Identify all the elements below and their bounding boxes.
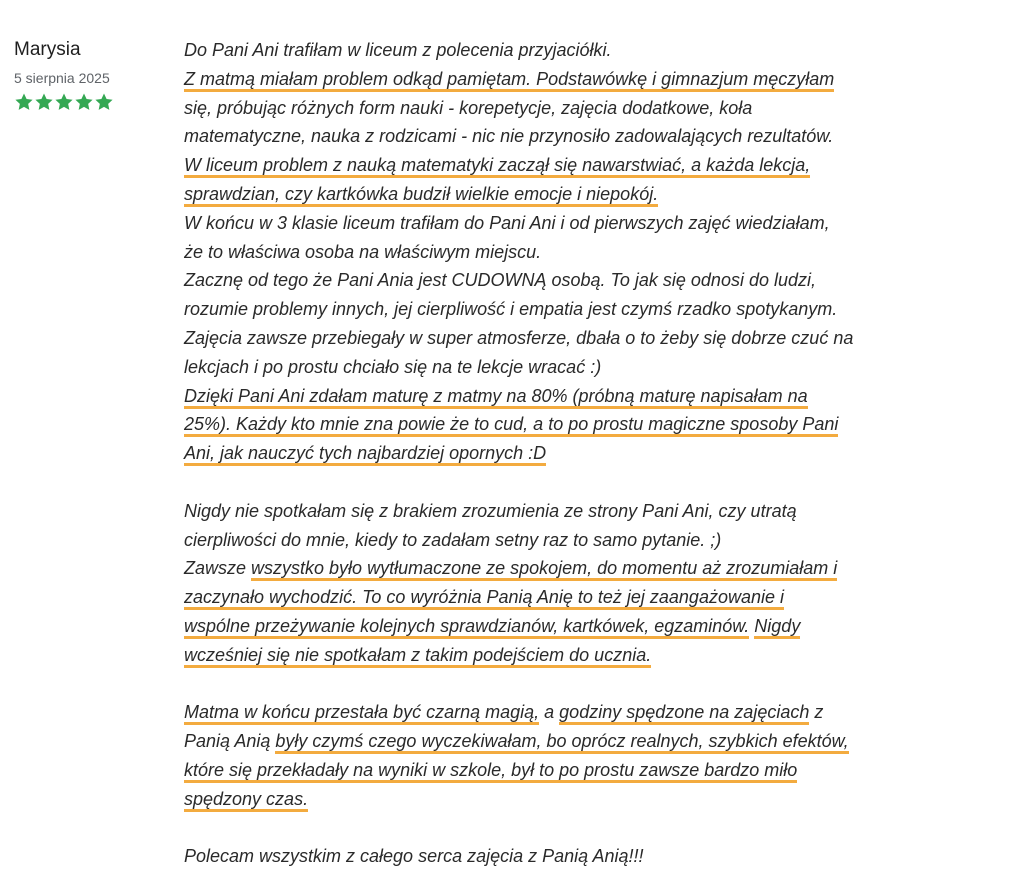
review-line <box>184 641 924 670</box>
text-segment: W końcu w 3 klasie liceum trafiłam do Pani Ani i od pierwszych zajęć wiedziałam, <box>184 212 830 233</box>
text-segment: cierpliwości do mnie, kiedy to zadałam setny raz to samo pytanie. ;) <box>184 529 722 550</box>
star-icon <box>54 92 74 112</box>
text-segment: się, próbując różnych form nauki - korepetycje, zajęcia dodatkowe, koła <box>184 97 753 118</box>
review-line <box>184 151 924 180</box>
paragraph-gap <box>184 814 924 843</box>
review-line <box>184 698 924 727</box>
review-line <box>184 65 924 94</box>
review-line <box>184 785 924 814</box>
underlined-segment: wcześniej się nie spotkałam z takim podejściem do ucznia. <box>184 645 651 668</box>
review-line <box>184 382 924 411</box>
text-segment: Zajęcia zawsze przebiegały w super atmosferze, dbała o to żeby się dobrze czuć na <box>184 327 854 348</box>
text-segment: rozumie problemy innych, jej cierpliwość i empatia jest czymś rzadko spotykanym. <box>184 299 838 320</box>
review-line <box>184 756 924 785</box>
underlined-segment: które się przekładały na wyniki w szkole, był to po prostu zawsze bardzo miło <box>184 760 797 783</box>
underlined-segment: Ani, jak nauczyć tych najbardziej opornych :D <box>184 443 546 466</box>
review-line <box>184 353 924 382</box>
review-line <box>184 612 924 641</box>
review-line <box>184 842 924 871</box>
review-line <box>184 94 924 123</box>
review-line <box>184 266 924 295</box>
underlined-segment: godziny spędzone na zajęciach <box>559 702 809 725</box>
reviewer-name: Marysia <box>14 39 81 60</box>
review-line <box>184 209 924 238</box>
review-line <box>184 36 924 65</box>
star-icon <box>74 92 94 112</box>
underlined-segment: zaczynało wychodzić. To co wyróżnia Panią Anię to też jej zaangażowanie i <box>184 587 784 610</box>
star-icon <box>94 92 114 112</box>
text-segment: Do Pani Ani trafiłam w liceum z polecenia przyjaciółki. <box>184 40 612 60</box>
underlined-segment: spędzony czas. <box>184 789 308 812</box>
review-date: 5 sierpnia 2025 <box>14 70 110 86</box>
underlined-segment: Z matmą miałam problem odkąd pamiętam. Podstawówkę i gimnazjum męczyłam <box>184 69 834 92</box>
review-line <box>184 727 924 756</box>
reviewer-info <box>14 36 164 112</box>
star-icon <box>34 92 54 112</box>
review-line <box>184 122 924 151</box>
review-line <box>184 554 924 583</box>
underlined-segment: Dzięki Pani Ani zdałam maturę z matmy na 80% (próbną maturę napisałam na <box>184 386 808 409</box>
text-segment: Zawsze <box>184 558 252 579</box>
text-segment: Panią Anią <box>184 731 276 752</box>
text-segment: matematyczne, nauka z rodzicami - nic nie przynosiło zadowalających rezultatów. <box>184 126 834 147</box>
star-rating <box>14 92 164 112</box>
review-line <box>184 295 924 324</box>
underlined-segment: wspólne przeżywanie kolejnych sprawdzianów, kartkówek, egzaminów. <box>184 616 749 639</box>
text-segment: lekcjach i po prostu chciało się na te lekcje wracać :) <box>184 356 602 377</box>
review-line <box>184 497 924 526</box>
paragraph-gap <box>184 468 924 497</box>
review-line <box>184 238 924 267</box>
text-segment: Nigdy nie spotkałam się z brakiem zrozumienia ze strony Pani Ani, czy utratą <box>184 500 797 521</box>
underlined-segment: Nigdy <box>754 616 800 639</box>
text-segment: Zacznę od tego że Pani Ania jest CUDOWNĄ osobą. To jak się odnosi do ludzi, <box>184 270 816 291</box>
text-segment: Polecam wszystkim z całego serca zajęcia z Panią Anią!!! <box>184 846 644 867</box>
review-line <box>184 324 924 353</box>
review-line <box>184 583 924 612</box>
underlined-segment: wszystko było wytłumaczone ze spokojem, do momentu aż zrozumiałam i <box>251 558 837 581</box>
underlined-segment: sprawdzian, czy kartkówka budził wielkie emocje i niepokój. <box>184 184 658 207</box>
text-segment: że to właściwa osoba na właściwym miejscu. <box>184 241 542 262</box>
underlined-segment: Matma w końcu przestała być czarną magią, <box>184 702 539 725</box>
underlined-segment: W liceum problem z nauką matematyki zaczął się nawarstwiać, a każda lekcja, <box>184 155 810 178</box>
underlined-segment: 25%). Każdy kto mnie zna powie że to cud, a to po prostu magiczne sposoby Pani <box>184 414 838 437</box>
review-line <box>184 439 924 468</box>
review-line <box>184 526 924 555</box>
text-segment: z <box>809 702 824 723</box>
review-line <box>184 410 924 439</box>
review-text <box>184 36 924 871</box>
review-line <box>184 180 924 209</box>
paragraph-gap <box>184 670 924 699</box>
underlined-segment: były czymś czego wyczekiwałam, bo oprócz realnych, szybkich efektów, <box>275 731 848 754</box>
text-segment: a <box>539 702 560 723</box>
star-icon <box>14 92 34 112</box>
